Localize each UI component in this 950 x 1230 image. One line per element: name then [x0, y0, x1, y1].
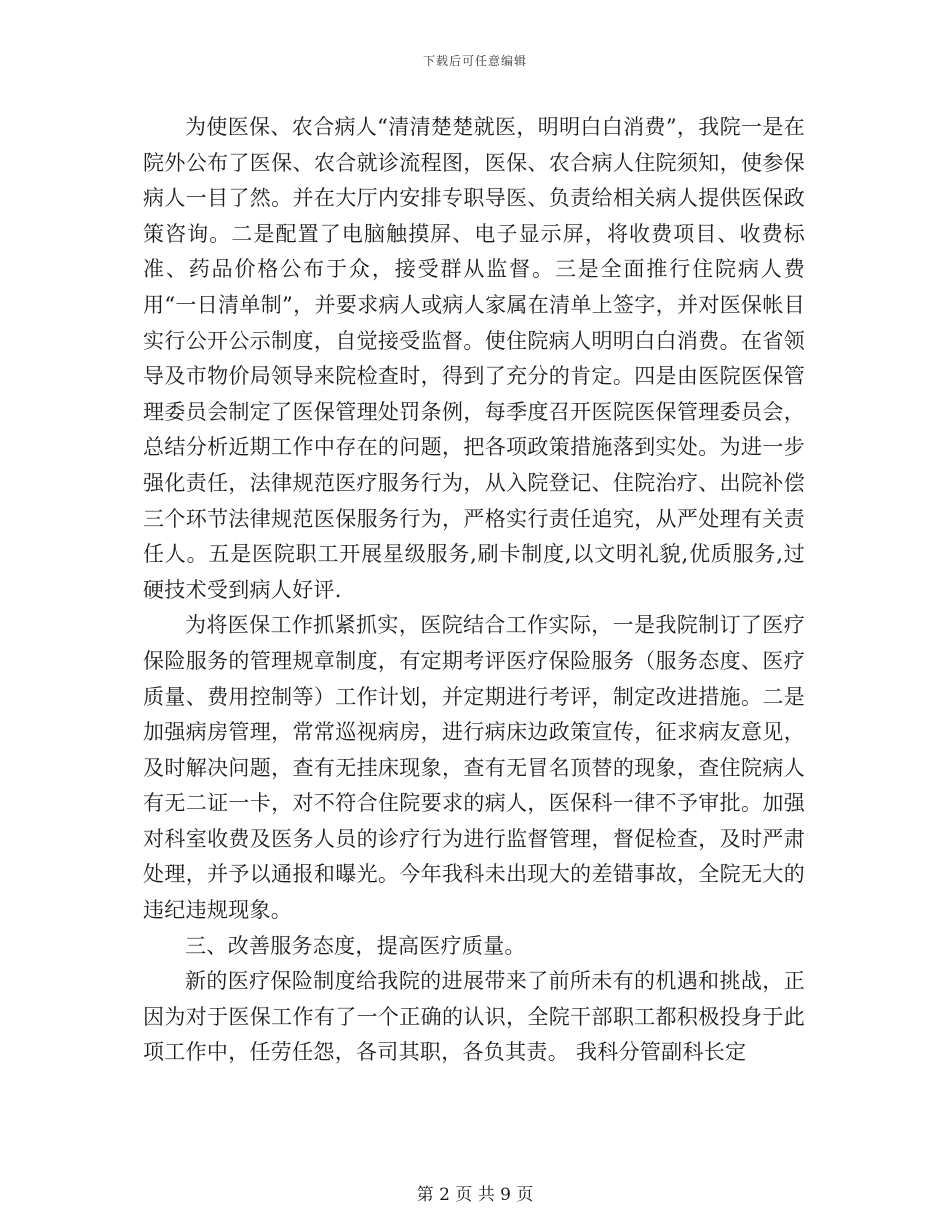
header-note: 下载后可任意编辑 — [422, 54, 527, 68]
document-body — [143, 110, 805, 1071]
paragraph-1: 为使医保、农合病人“清清楚楚就医，明明白白消费”，我院一是在院外公布了医保、农合就诊流程图，医保、农合病人住院须知，使参保病人一目了然。并在大厅内安排专职导医、负责给相关病人提供医保政策咨询。二是配置了电脑触摸屏、电子显示屏，将收费项目、收费标准、药品价格公布于众，接受群从监督。三是全面推行住院病人费用“一日清单制”，并要求病人或病人家属在清单上签字，并对医保帐目实行公开公示制度，自觉接受监督。使住院病人明明白白消费。在省领导及市物价局领导来院检查时，得到了充分的肯定。四是由医院医保管理委员会制定了医保管理处罚条例，每季度召开医院医保管理委员会，总结分析近期工作中存在的问题，把各项政策措施落到实处。为进一步强化责任，法律规范医疗服务行为，从入院登记、住院治疗、出院补偿三个环节法律规范医保服务行为，严格实行责任追究，从严处理有关责任人。五是医院职工开展星级服务,刷卡制度,以文明礼貌,优质服务,过硬技术受到病人好评. — [143, 115, 805, 602]
paragraph-3: 新的医疗保险制度给我院的进展带来了前所未有的机遇和挑战，正因为对于医保工作有了一个正确的认识，全院干部职工都积极投身于此项工作中，任劳任怨，各司其职，各负其责。 我科分管副科长定 — [143, 969, 805, 1065]
page-number: 第 2 页 共 9 页 — [416, 1185, 534, 1205]
section-heading: 三、改善服务态度，提高医疗质量。 — [185, 933, 526, 958]
paragraph-2: 为将医保工作抓紧抓实，医院结合工作实际，一是我院制订了医疗保险服务的管理规章制度，有定期考评医疗保险服务（服务态度、医疗质量、费用控制等）工作计划，并定期进行考评，制定改进措施。二是加强病房管理，常常巡视病房，进行病床边政策宣传，征求病友意见，及时解决问题，查有无挂床现象，查有无冒名顶替的现象，查住院病人有无二证一卡，对不符合住院要求的病人，医保科一律不予审批。加强对科室收费及医务人员的诊疗行为进行监督管理，督促检查，及时严肃处理，并予以通报和曝光。今年我科未出现大的差错事故，全院无大的违纪违规现象。 — [143, 613, 805, 923]
